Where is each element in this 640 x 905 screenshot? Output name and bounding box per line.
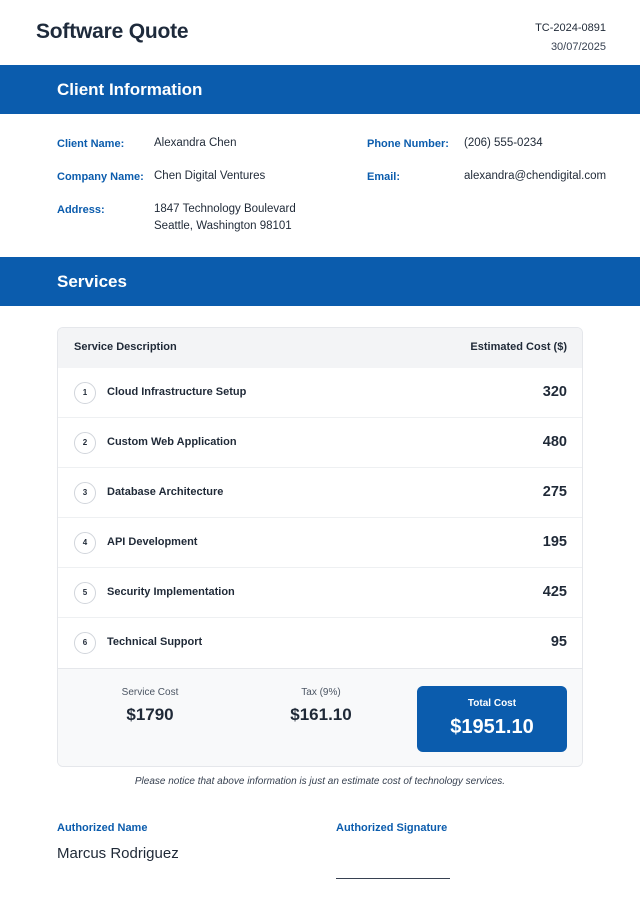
estimate-note: Please notice that above information is just an estimate cost of technology services. [134, 776, 506, 787]
column-header-cost: Estimated Cost ($) [470, 341, 567, 353]
quote-date: 30/07/2025 [550, 41, 606, 53]
row-number-badge: 5 [74, 582, 96, 604]
table-row [58, 468, 582, 518]
service-name: API Development [107, 536, 198, 548]
service-name: Database Architecture [107, 486, 224, 498]
totals-panel [58, 668, 582, 767]
tax-value: $161.10 [290, 705, 352, 724]
table-row [58, 568, 582, 618]
total-cost-box [417, 686, 567, 752]
column-header-description: Service Description [74, 341, 177, 353]
service-name: Cloud Infrastructure Setup [107, 386, 247, 398]
email-label: Email: [367, 171, 401, 183]
services-heading: Services [57, 272, 127, 291]
services-table [57, 327, 583, 767]
row-number-badge: 6 [74, 632, 96, 654]
service-cost: 480 [542, 434, 567, 450]
row-number-badge: 3 [74, 482, 96, 504]
company-name-value: Chen Digital Ventures [154, 170, 266, 182]
total-cost-value: $1951.10 [450, 716, 534, 738]
table-row [58, 618, 582, 668]
authorized-name-label: Authorized Name [57, 822, 148, 834]
authorized-signature-label: Authorized Signature [336, 822, 448, 834]
service-name: Custom Web Application [107, 436, 237, 448]
email-value: alexandra@chendigital.com [464, 170, 607, 182]
service-name: Security Implementation [107, 586, 235, 598]
service-cost: 95 [550, 634, 567, 650]
document-header [0, 0, 640, 64]
address-label: Address: [57, 204, 105, 216]
company-name-label: Company Name: [57, 171, 144, 183]
service-cost: 320 [542, 384, 567, 400]
service-cost: 195 [542, 534, 567, 550]
table-header [58, 328, 582, 368]
client-name-label: Client Name: [57, 138, 125, 150]
client-info-banner [0, 65, 640, 114]
authorized-name-value: Marcus Rodriguez [57, 845, 179, 862]
service-cost: 275 [542, 484, 567, 500]
tax-label: Tax (9%) [301, 687, 341, 698]
table-row [58, 368, 582, 418]
row-number-badge: 1 [74, 382, 96, 404]
services-banner [0, 257, 640, 306]
signature-line [336, 878, 450, 879]
service-cost: 425 [542, 584, 567, 600]
service-name: Technical Support [107, 636, 203, 648]
total-cost-label: Total Cost [467, 698, 517, 709]
address-line2: Seattle, Washington 98101 [154, 220, 292, 232]
phone-value: (206) 555-0234 [464, 137, 543, 149]
row-number-badge: 4 [74, 532, 96, 554]
row-number-badge: 2 [74, 432, 96, 454]
service-cost-label: Service Cost [121, 687, 179, 698]
client-name-value: Alexandra Chen [154, 137, 237, 149]
table-row [58, 418, 582, 468]
quote-id: TC-2024-0891 [535, 22, 606, 34]
address-line1: 1847 Technology Boulevard [154, 203, 296, 215]
document-title: Software Quote [36, 20, 189, 43]
service-cost-value: $1790 [126, 705, 174, 724]
client-info-heading: Client Information [57, 80, 203, 99]
table-row [58, 518, 582, 568]
phone-label: Phone Number: [367, 138, 449, 150]
